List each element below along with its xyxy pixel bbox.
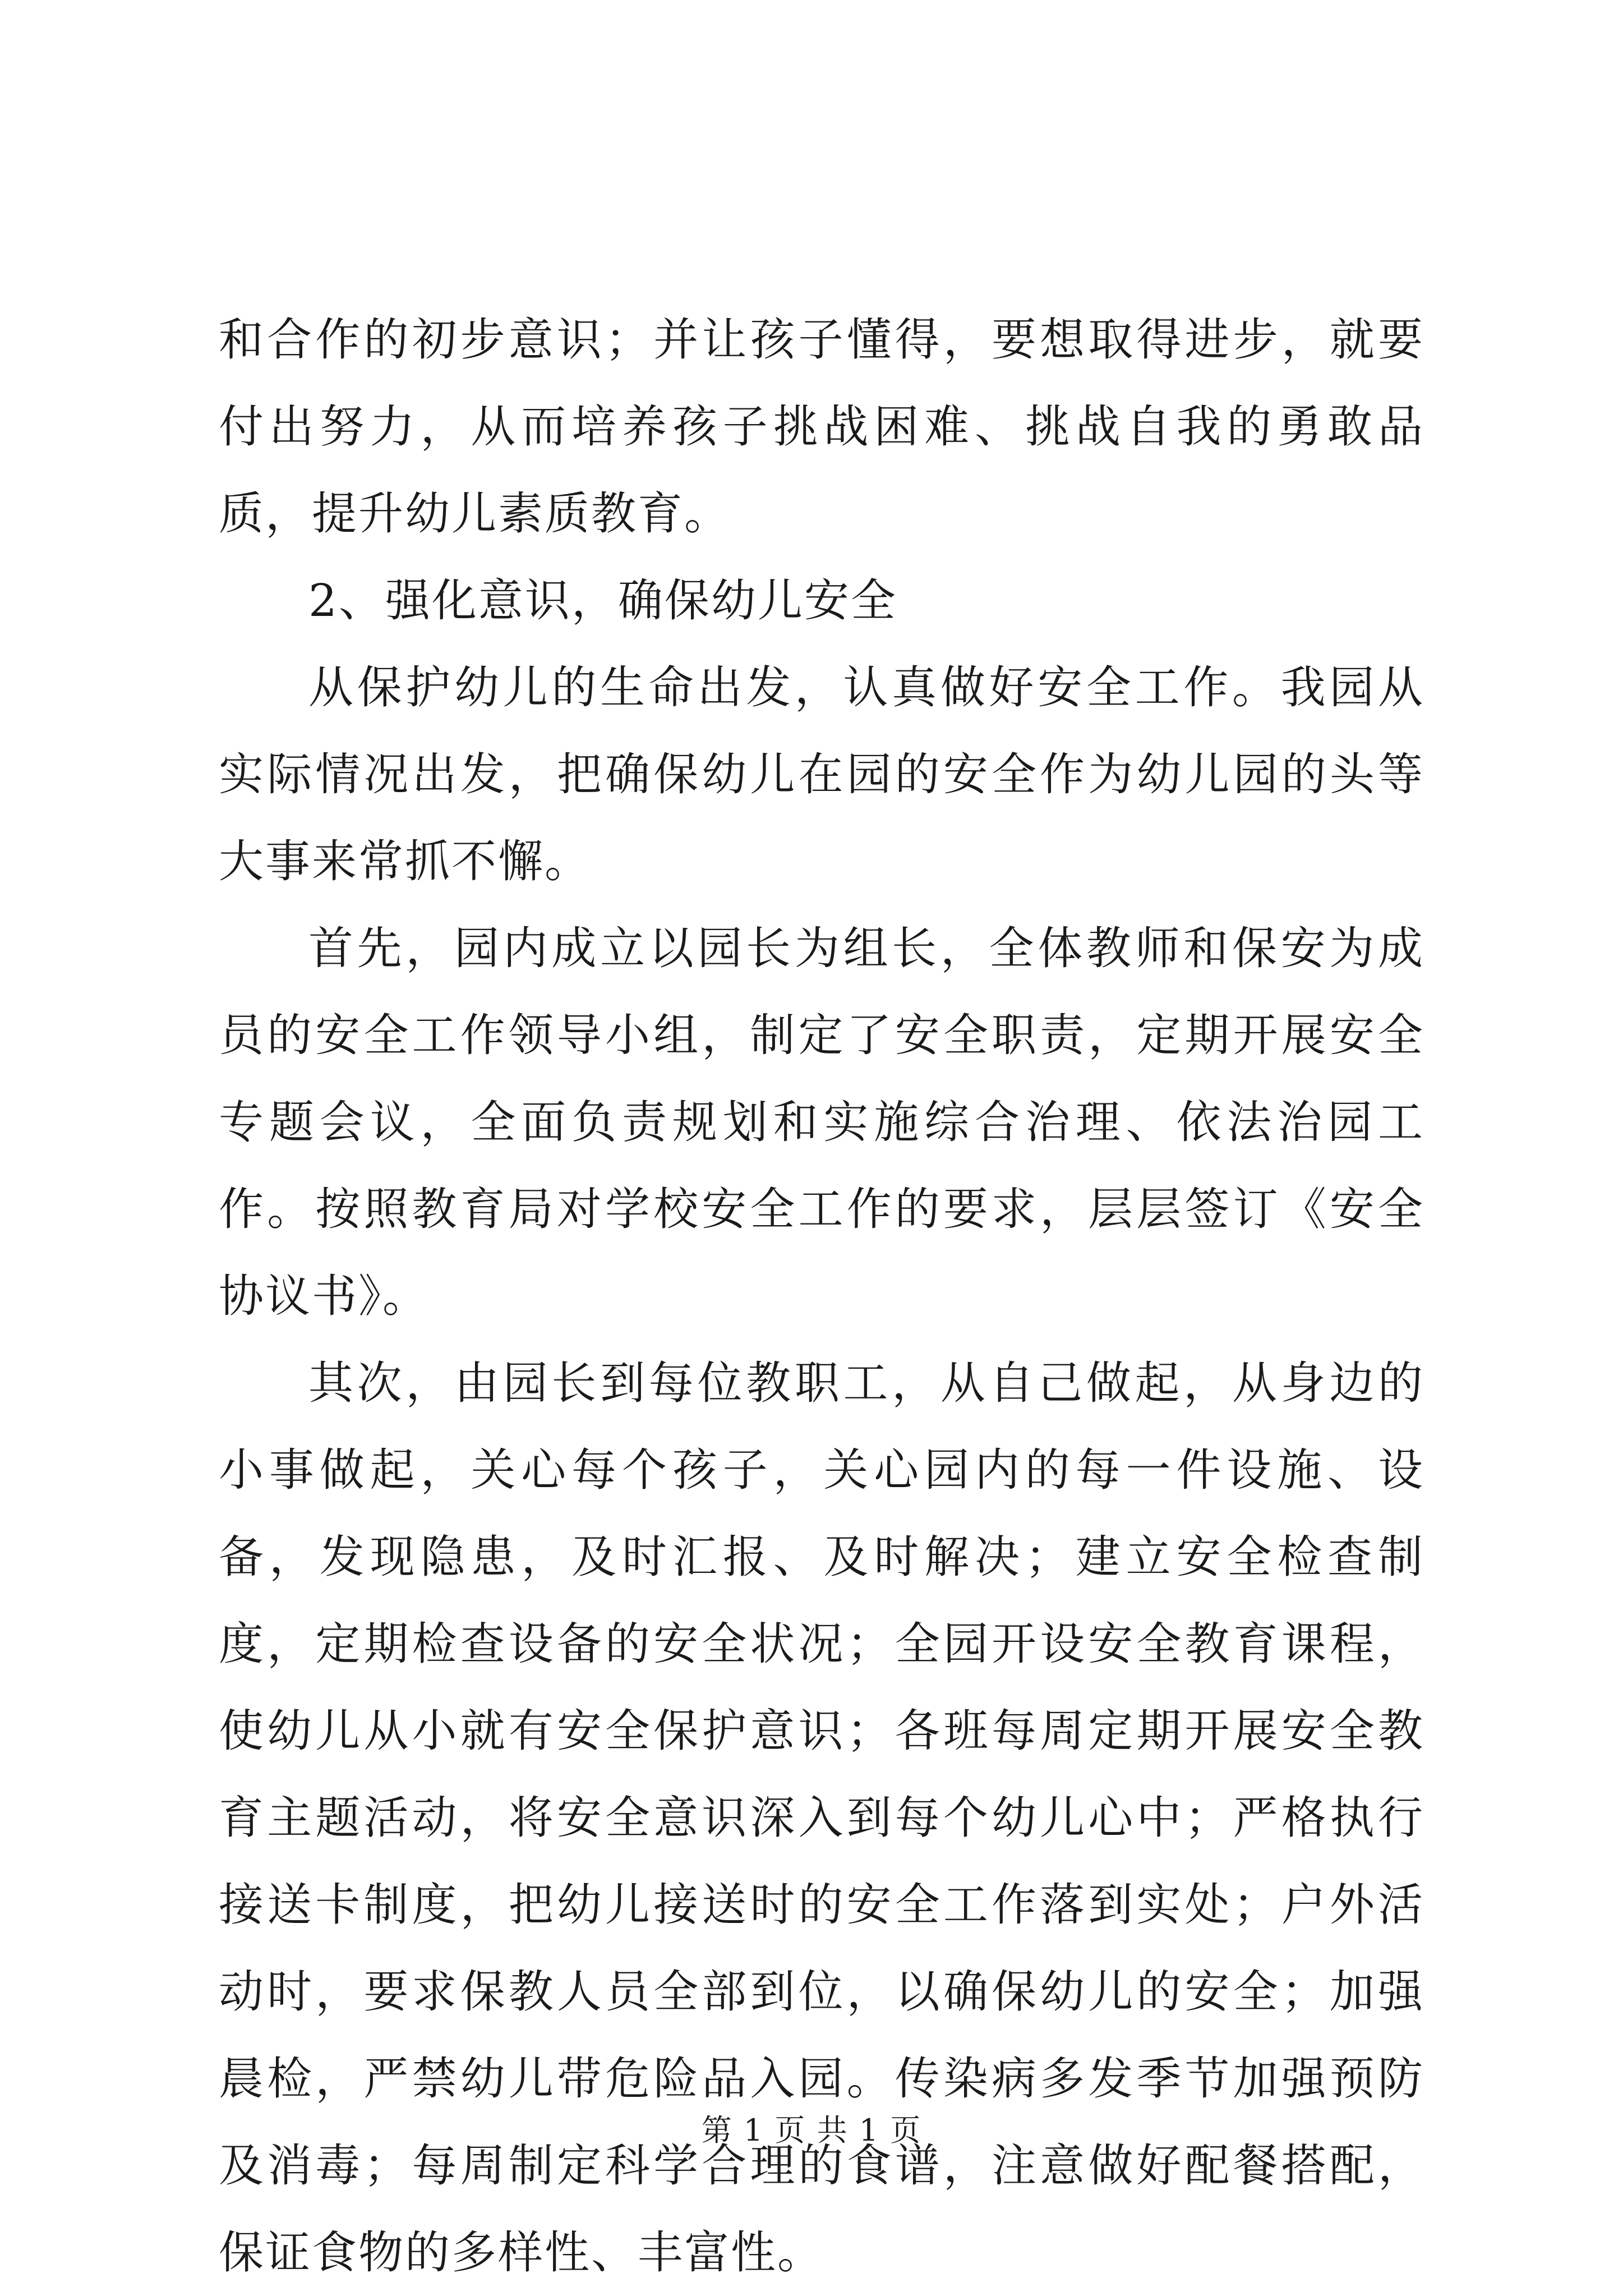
section-heading: 2、强化意识，确保幼儿安全	[308, 574, 897, 627]
paragraph: 从保护幼儿的生命出发，认真做好安全工作。我园从实际情况出发，把确保幼儿在园的安全作为幼儿园的头等大事来常抓不懈。	[219, 661, 1424, 887]
document-body	[219, 296, 1424, 2296]
paragraph: 首先，园内成立以园长为组长，全体教师和保安为成员的安全工作领导小组，制定了安全职责，定期开展安全专题会议，全面负责规划和实施综合治理、依法治园工作。按照教育局对学校安全工作的要求，层层签订《安全协议书》。	[219, 922, 1424, 1322]
paragraph: 其次，由园长到每位教职工，从自己做起，从身边的小事做起，关心每个孩子，关心园内的每一件设施、设备，发现隐患，及时汇报、及时解决；建立安全检查制度，定期检查设备的安全状况；全园开设安全教育课程，使幼儿从小就有安全保护意识；各班每周定期开展安全教育主题活动，将安全意识深入到每个幼儿心中；严格执行接送卡制度，把幼儿接送时的安全工作落到实处；户外活动时，要求保教人员全部到位，以确保幼儿的安全；加强晨检，严禁幼儿带危险品入园。传染病多发季节加强预防及消毒；每周制定科学合理的食谱，注意做好配餐搭配，保证食物的多样性、丰富性。	[219, 1357, 1424, 2279]
paragraph-continuation: 和合作的初步意识；并让孩子懂得，要想取得进步，就要付出努力，从而培养孩子挑战困难、挑战自我的勇敢品质，提升幼儿素质教育。	[219, 314, 1424, 540]
page-number-footer: 第 1 页 共 1 页	[701, 2113, 922, 2148]
